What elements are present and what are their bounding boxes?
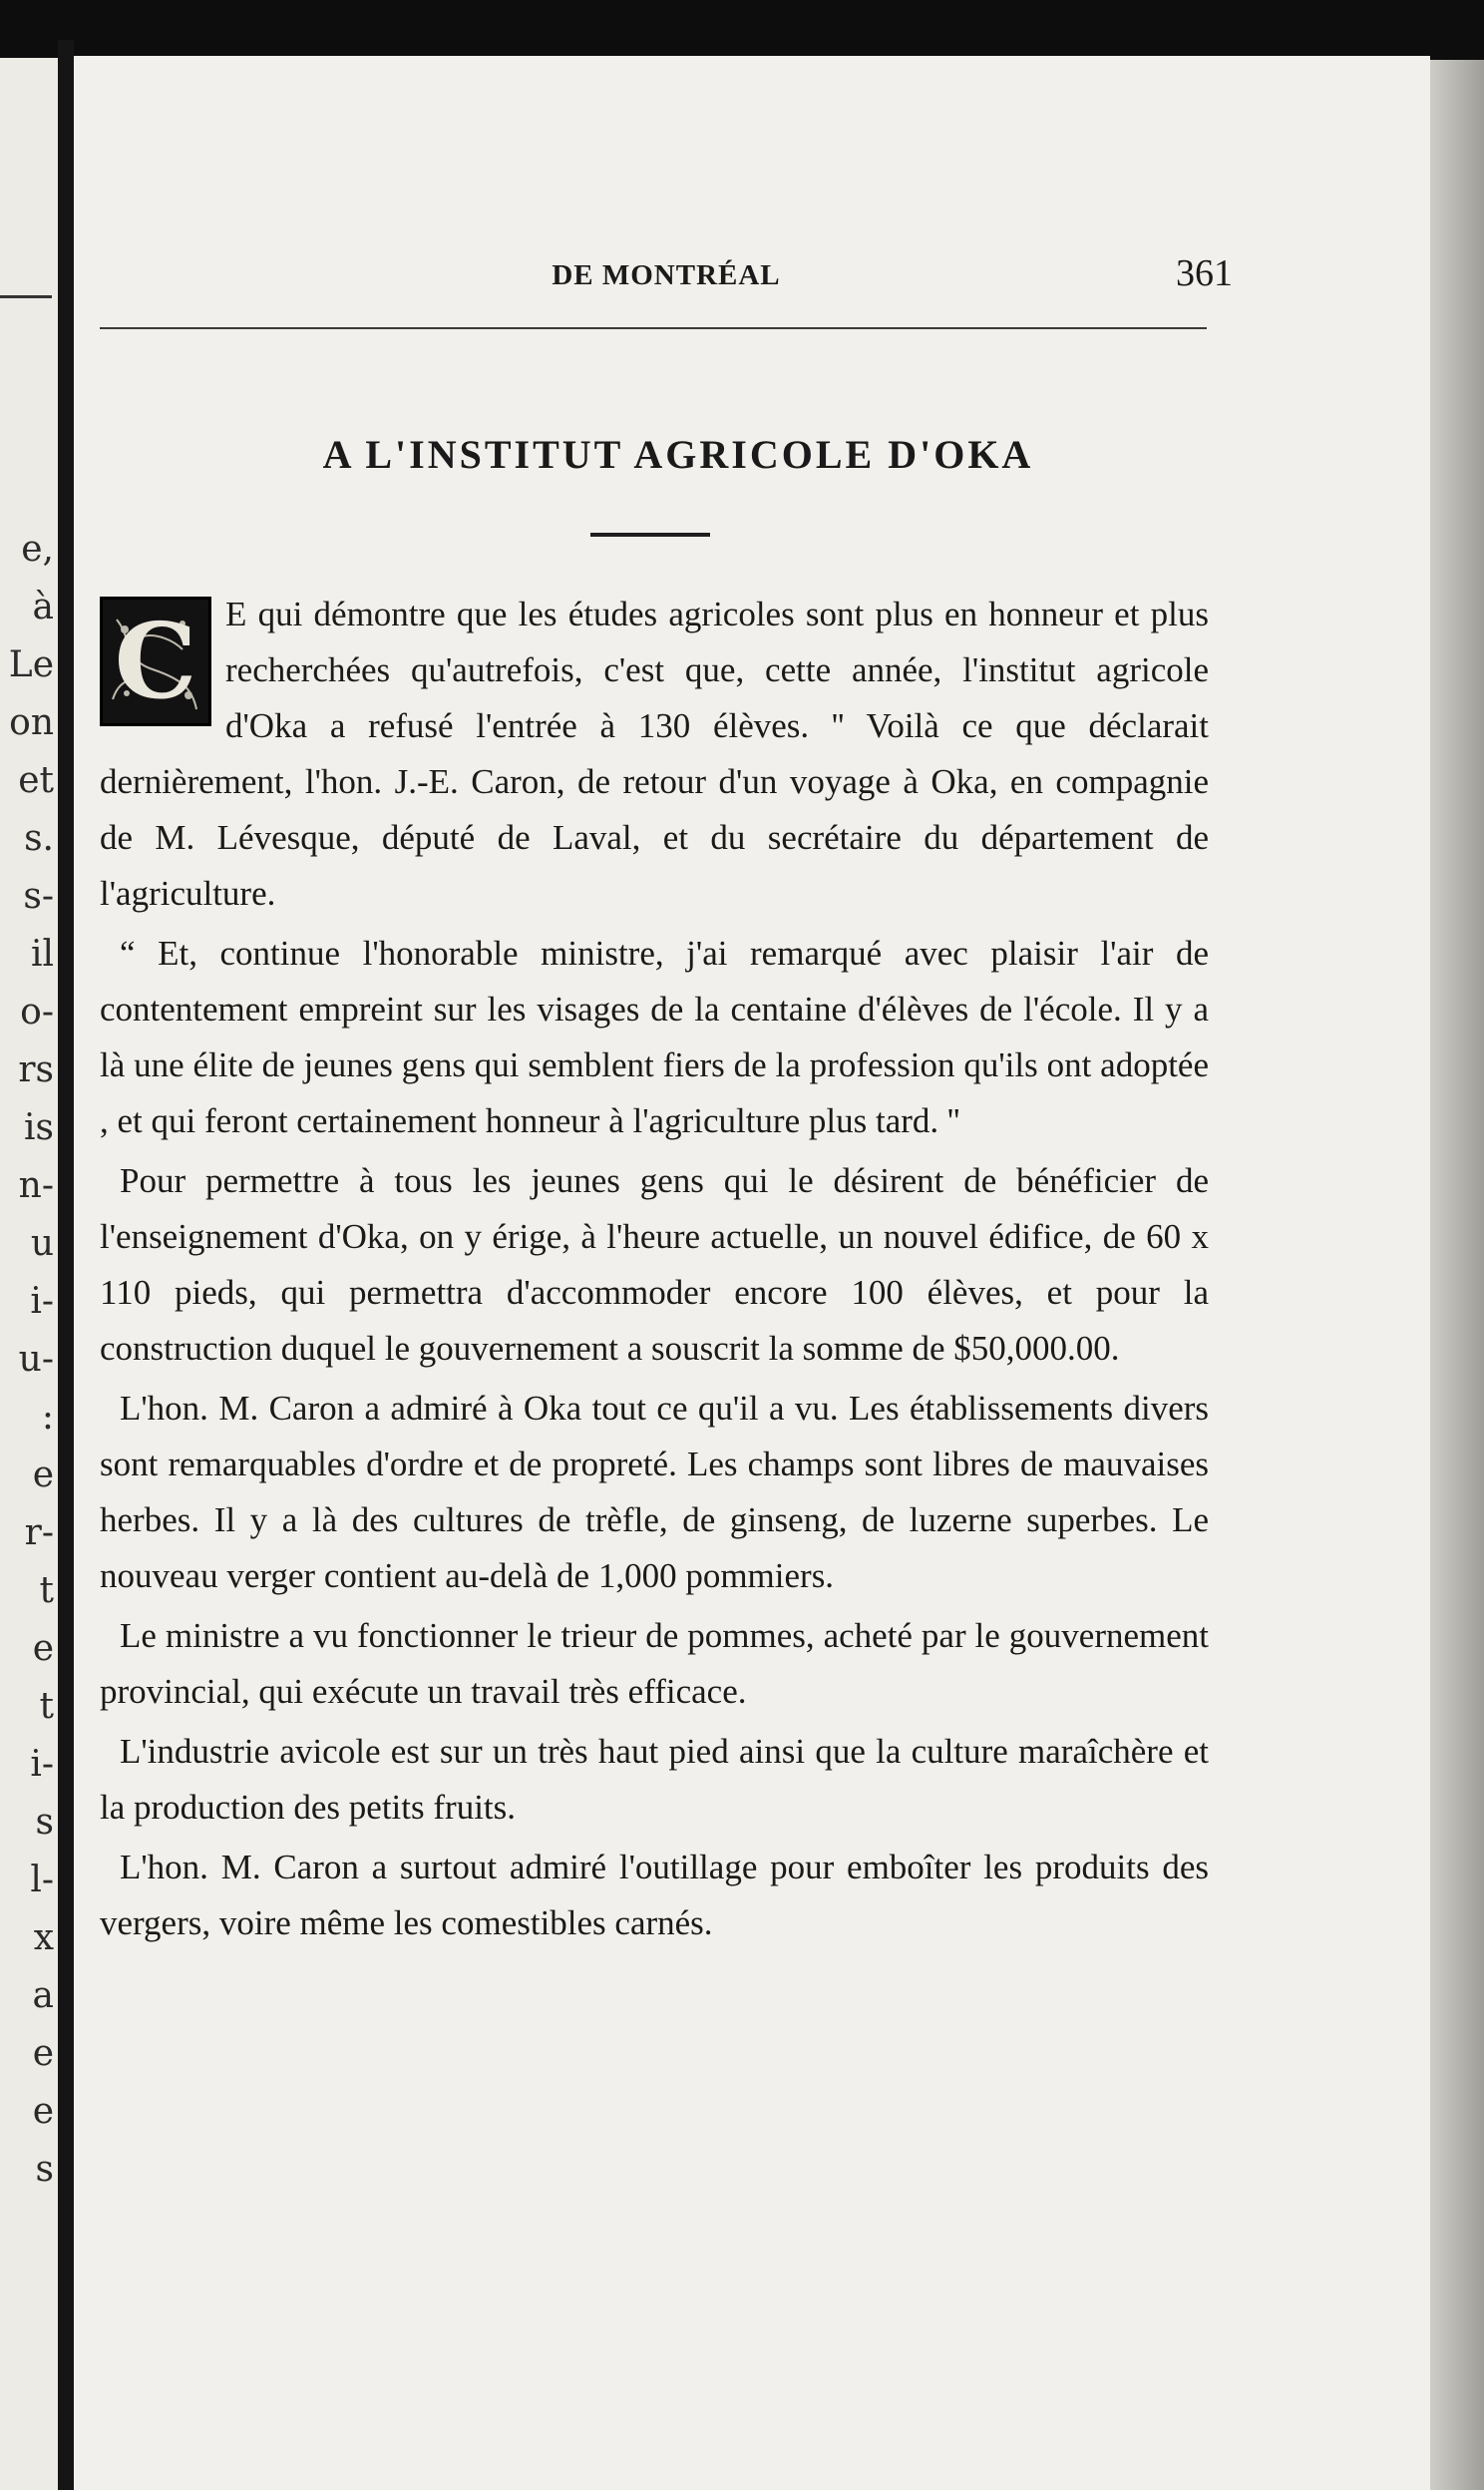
paragraph: L'hon. M. Caron a admiré à Oka tout ce qu'il a vu. Les établissements divers sont remarquables d'ordre et de propreté. Les champs sont libres de mauvaises herbes. Il y a là des cultures de trèfle, de ginseng, de luzerne superbes. Le nouveau verger contient au-delà de 1,000 pommiers. [100,1389,1209,1595]
paragraph: “ Et, continue l'honorable ministre, j'ai remarqué avec plaisir l'air de contentement empreint sur les visages de la centaine d'élèves de l'école. Il y a là une élite de jeunes gens qui semblent fiers de la profession qu'ils ont adoptée , et qui feront certainement honneur à l'agriculture plus tard. '' [100,934,1209,1140]
previous-page-fragment: rs [18,1049,54,1090]
previous-page-fragment: r- [24,1512,54,1553]
previous-page-fragment: Le [8,644,54,685]
previous-page-fragment: e [32,2091,54,2132]
previous-page-fragment: s [35,2149,54,2190]
previous-page-fragment: u- [18,1339,54,1380]
previous-page-fragment: i- [30,1281,54,1322]
previous-page-fragment: is [24,1107,54,1148]
header-rule [100,327,1207,329]
previous-page-fragment: s- [23,876,54,917]
previous-page-fragment: n- [18,1165,54,1206]
previous-page-fragment: e [32,1454,54,1495]
previous-page-edge [0,58,58,2490]
book-gutter [58,40,74,2490]
previous-page-fragment: t [39,1686,54,1727]
previous-page-fragment: x [33,1917,54,1958]
previous-page-fragment: i- [30,1744,54,1785]
ornamental-dropcap [100,597,211,726]
paragraph: L'industrie avicole est sur un très haut pied ainsi que la culture maraîchère et la production des petits fruits. [100,1732,1209,1827]
article-title: A L'INSTITUT AGRICOLE D'OKA [322,432,1034,477]
paragraph: Pour permettre à tous les jeunes gens qui le désirent de bénéficier de l'enseignement d'Oka, on y érige, à l'heure actuelle, un nouvel édifice, de 60 x 110 pieds, qui permettra d'accommoder encore 100 élèves, et pour la construction duquel le gouvernement a souscrit la somme de $50,000.00. [100,1161,1209,1368]
previous-page-fragment: et [18,760,54,801]
page-number: 361 [1176,252,1233,294]
paragraph: Le ministre a vu fonctionner le trieur de pommes, acheté par le gouvernement provincial, qui exécute un travail très efficace. [100,1616,1209,1711]
running-head [100,251,1233,321]
previous-page-fragment: s [35,1802,54,1843]
paragraph: L'hon. M. Caron a surtout admiré l'outillage pour emboîter les produits des vergers, voire même les comestibles carnés. [100,1848,1209,1942]
previous-page-fragment: u [30,1223,54,1264]
previous-page-rule [0,295,52,298]
article-body [100,587,1209,1955]
previous-page-fragment: e [32,2033,54,2074]
previous-page-fragment: e [32,1628,54,1669]
paragraph-text: E qui démontre que les études agricoles sont plus en honneur et plus recherchées qu'autrefois, c'est que, cette année, l'institut agricole d'Oka a refusé l'entrée à 130 élèves. '' Voilà ce que déclarait dernièrement, l'hon. J.-E. Caron, de retour d'un voyage à Oka, en compagnie de M. Lévesque, député de Laval, et du secrétaire du département de l'agriculture. [100,595,1209,913]
previous-page-fragment: il [30,934,54,975]
title-rule [590,533,710,537]
previous-page-fragment: on [9,702,54,743]
previous-page-fragment: s. [24,818,54,859]
previous-page-fragment: t [39,1570,54,1611]
paragraph [100,587,1209,922]
previous-page-fragment: o- [20,992,54,1033]
previous-page-fragment: l- [30,1860,54,1900]
previous-page-fragment: : [41,1397,54,1438]
book-page [74,56,1430,2490]
previous-page-fragment: a [32,1975,54,2016]
previous-page-fragment: e, [21,529,54,570]
running-title: DE MONTRÉAL [552,259,781,291]
dropcap-letter: C [114,600,197,722]
previous-page-fragment: à [32,587,54,627]
